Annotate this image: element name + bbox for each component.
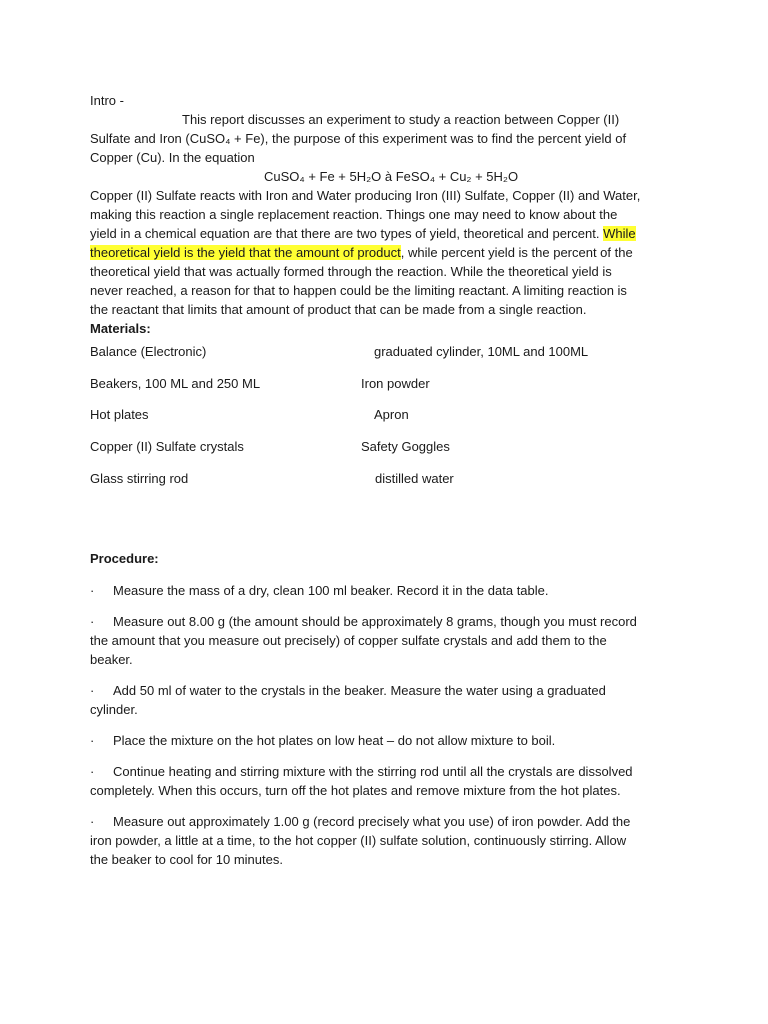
bullet-icon: · xyxy=(90,613,95,629)
materials-heading: Materials: xyxy=(90,321,151,336)
bullet-icon: · xyxy=(90,582,95,598)
intro-line: Copper (Cu). In the equation xyxy=(90,150,255,165)
procedure-step xyxy=(90,731,680,750)
material-item: Safety Goggles xyxy=(361,439,450,455)
intro-line: theoretical yield that was actually formed through the reaction. While the theoretical yield is xyxy=(90,264,612,279)
procedure-step xyxy=(90,812,680,869)
materials-row xyxy=(90,374,680,393)
intro-line xyxy=(90,243,680,262)
step-text: Measure out approximately 1.00 g (record precisely what you use) of iron powder. Add the xyxy=(113,813,631,829)
procedure-step xyxy=(90,681,680,719)
materials-row xyxy=(90,405,680,424)
step-text: Measure the mass of a dry, clean 100 ml beaker. Record it in the data table. xyxy=(113,582,549,598)
material-item: Hot plates xyxy=(90,407,149,423)
materials-row xyxy=(90,469,680,488)
bullet-icon: · xyxy=(90,813,95,829)
highlighted-text: While xyxy=(603,226,636,241)
bullet-icon: · xyxy=(90,682,95,698)
intro-line: the reactant that limits that amount of product that can be made from a single reaction. xyxy=(90,302,587,317)
step-text: the beaker to cool for 10 minutes. xyxy=(90,851,283,867)
material-item: Iron powder xyxy=(361,375,430,391)
intro-line: Copper (II) Sulfate reacts with Iron and Water producing Iron (III) Sulfate, Copper (II) and Water, xyxy=(90,188,641,203)
intro-line: making this reaction a single replacement reaction. Things one may need to know about the xyxy=(90,207,618,222)
material-item: Copper (II) Sulfate crystals xyxy=(90,439,244,455)
materials-row xyxy=(90,342,680,361)
intro-line: This report discusses an experiment to study a reaction between Copper (II) xyxy=(182,112,620,127)
procedure-list xyxy=(90,581,680,869)
chemical-equation: CuSO₄ + Fe + 5H₂O à FeSO₄ + Cu₂ + 5H₂O xyxy=(264,169,519,184)
bullet-icon: · xyxy=(90,732,95,748)
step-text: Add 50 ml of water to the crystals in the beaker. Measure the water using a graduated xyxy=(113,682,606,698)
intro-text: yield in a chemical equation are that there are two types of yield, theoretical and percent. xyxy=(90,226,600,241)
material-item: Beakers, 100 ML and 250 ML xyxy=(90,375,261,391)
step-text: Continue heating and stirring mixture with the stirring rod until all the crystals are dissolved xyxy=(113,763,633,779)
step-text: the amount that you measure out precisely) of copper sulfate crystals and add them to the xyxy=(90,632,607,648)
procedure-step xyxy=(90,612,680,669)
procedure-step xyxy=(90,762,680,800)
intro-line: Sulfate and Iron (CuSO₄ + Fe), the purpose of this experiment was to find the percent yield of xyxy=(90,131,627,146)
procedure-step xyxy=(90,581,680,600)
intro-section xyxy=(90,91,680,319)
material-item: Apron xyxy=(374,407,409,423)
step-text: completely. When this occurs, turn off the hot plates and remove mixture from the hot plates. xyxy=(90,782,621,798)
material-item: Glass stirring rod xyxy=(90,470,189,486)
intro-text: , while percent yield is the percent of the xyxy=(400,245,633,260)
step-text: iron powder, a little at a time, to the hot copper (II) sulfate solution, continuously stirring. Allow xyxy=(90,832,627,848)
intro-heading: Intro - xyxy=(90,93,124,108)
material-item: graduated cylinder, 10ML and 100ML xyxy=(374,344,589,359)
intro-line: never reached, a reason for that to happen could be the limiting reactant. A limiting reaction is xyxy=(90,283,627,298)
materials-list xyxy=(90,342,680,488)
document-page xyxy=(90,91,680,881)
highlighted-text: theoretical yield is the yield that the amount of product xyxy=(90,245,401,260)
step-text: beaker. xyxy=(90,651,133,667)
materials-row xyxy=(90,437,680,456)
procedure-heading: Procedure: xyxy=(90,550,159,566)
intro-line xyxy=(90,224,680,243)
material-item: Balance (Electronic) xyxy=(90,344,207,359)
step-text: cylinder. xyxy=(90,701,138,717)
material-item: distilled water xyxy=(375,470,454,486)
step-text: Place the mixture on the hot plates on low heat – do not allow mixture to boil. xyxy=(113,732,556,748)
step-text: Measure out 8.00 g (the amount should be approximately 8 grams, though you must record xyxy=(113,613,637,629)
bullet-icon: · xyxy=(90,763,95,779)
